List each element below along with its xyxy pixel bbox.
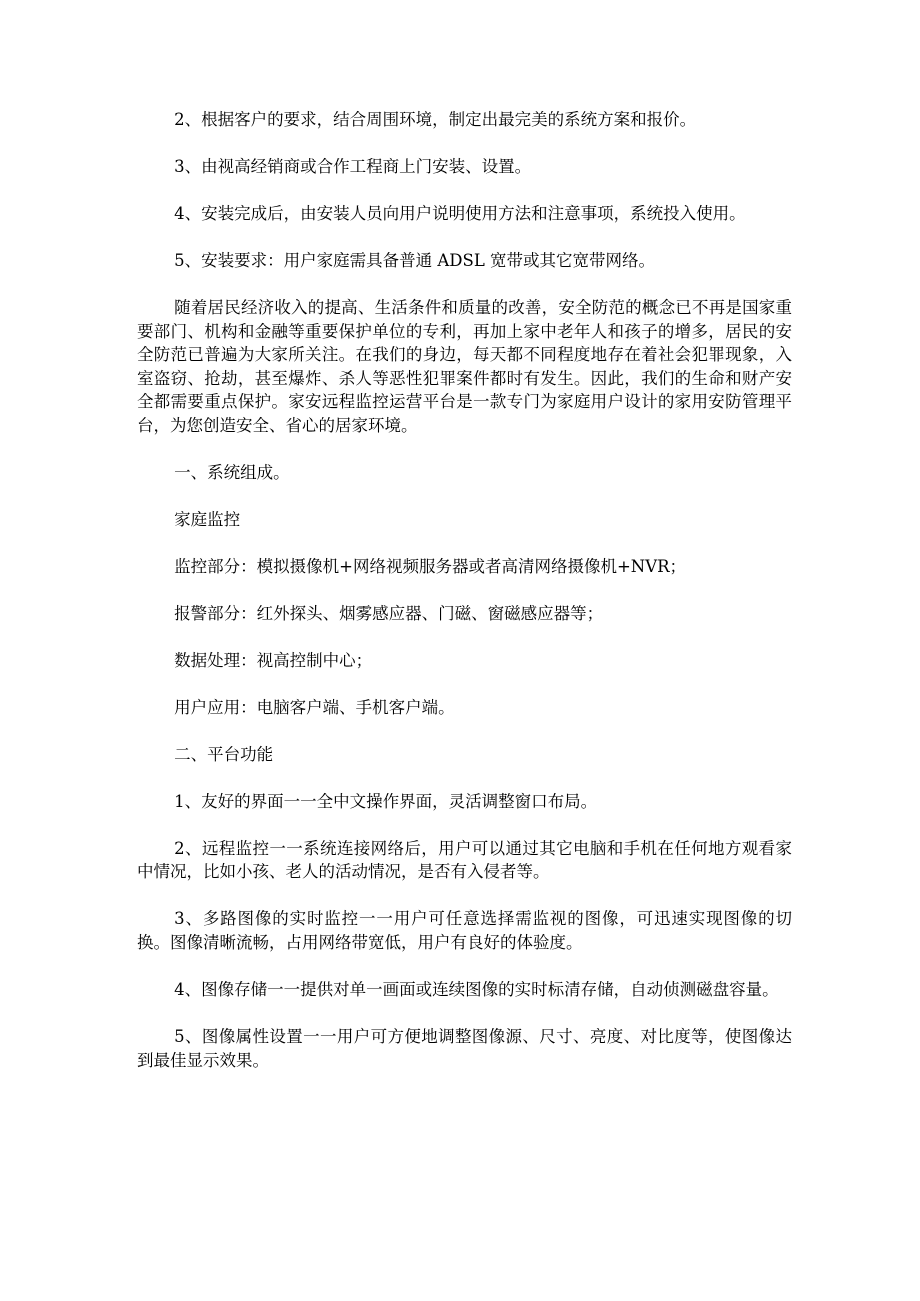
paragraph-install-step-4: 4、安装完成后，由安装人员向用户说明使用方法和注意事项，系统投入使用。 [174, 203, 746, 223]
paragraph-install-step-2: 2、根据客户的要求，结合周围环境，制定出最完美的系统方案和报价。 [174, 110, 697, 129]
paragraph-install-step-3: 3、由视高经销商或合作工程商上门安装、设置。 [174, 156, 532, 176]
item-user-application: 用户应用：电脑客户端、手机客户端。 [174, 697, 455, 717]
item-alarm-part: 报警部分：红外探头、烟雾感应器、门磁、窗磁感应器等； [174, 603, 604, 623]
function-item-5: 5、图像属性设置一一用户可方便地调整图像源、尺寸、亮度、对比度等，使图像达到最佳显示效果。 [137, 1026, 792, 1070]
function-item-2: 2、远程监控一一系统连接网络后，用户可以通过其它电脑和手机在任何地方观看家中情况，比如小孩、老人的活动情况，是否有入侵者等。 [137, 838, 792, 882]
section-heading-system-composition: 一、系统组成。 [174, 462, 290, 482]
function-item-3: 3、多路图像的实时监控一一用户可任意选择需监视的图像，可迅速实现图像的切换。图像清晰流畅，占用网络带宽低，用户有良好的体验度。 [137, 909, 792, 952]
section-heading-platform-functions: 二、平台功能 [174, 744, 274, 764]
item-data-processing: 数据处理：视高控制中心； [174, 650, 373, 670]
paragraph-install-step-5: 5、安装要求：用户家庭需具备普通 ADSL 宽带或其它宽带网络。 [174, 250, 656, 270]
item-monitoring-part: 监控部分：模拟摄像机+网络视频服务器或者高清网络摄像机+NVR； [174, 556, 687, 576]
function-item-1: 1、友好的界面一一全中文操作界面，灵活调整窗口布局。 [174, 791, 598, 811]
subheading-home-monitoring: 家庭监控 [174, 509, 241, 529]
document-body [137, 108, 792, 1095]
paragraph-introduction: 随着居民经济收入的提高、生活条件和质量的改善，安全防范的概念已不再是国家重要部门、机构和金融等重要保护单位的专利，再加上家中老年人和孩子的增多，居民的安全防范已普遍为大家所关注。在我们的身边，每天都不同程度地存在着社会犯罪现象，入室盗窃、抢劫，甚至爆炸、杀人等恶性犯罪案件都时有发生。因此，我们的生命和财产安全都需要重点保护。家安远程监控运营平台是一款专门为家庭用户设计的家用安防管理平台，为您创造安全、省心的居家环境。 [137, 297, 792, 435]
function-item-4: 4、图像存储一一提供对单一画面或连续图像的实时标清存储，自动侦测磁盘容量。 [174, 979, 779, 999]
